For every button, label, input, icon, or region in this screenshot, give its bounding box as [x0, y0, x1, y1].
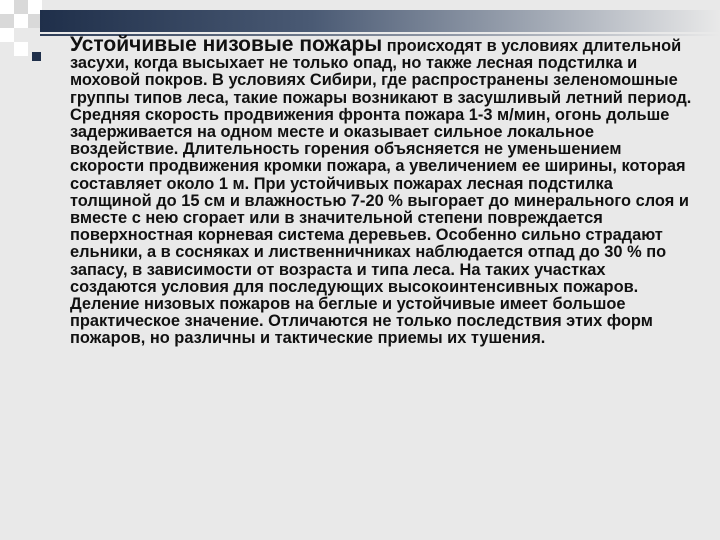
paragraph — [70, 33, 696, 348]
square-bullet-icon — [32, 52, 41, 61]
paragraph-body: происходят в условиях длительной засухи, когда высыхает не только опад, но также лесная подстилка и моховой покров. В условиях Сибири, где распространены зеленомошные группы типов леса, такие пожары возникают в засушливый летний период. Средняя скорость продвижения фронта пожара 1-3 м/мин, огонь дольше задерживается на одном месте и оказывает сильное локальное воздействие. Длительность горения объясняется не уменьшением скорости продвижения кромки пожара, а увеличением ее ширины, которая составляет около 1 м. При устойчивых пожарах лесная подстилка толщиной до 15 см и влажностью 7-20 % выгорает до минерального слоя и вместе с нею сгорает или в значительной степени повреждается поверхностная корневая система деревьев. Особенно сильно страдают ельники, а в сосняках и лиственничниках наблюдается отпад до 30 % по запасу, в зависимости от возраста и типа леса. На таких участках создаются условия для последующих высокоинтенсивных пожаров. Деление низовых пожаров на беглые и устойчивые имеет большое практическое значение. Отличаются не только последствия этих форм пожаров, но различны и тактические приемы их тушения. — [70, 37, 692, 348]
header-band — [40, 10, 720, 32]
paragraph-lead: Устойчивые низовые пожары — [70, 33, 383, 56]
